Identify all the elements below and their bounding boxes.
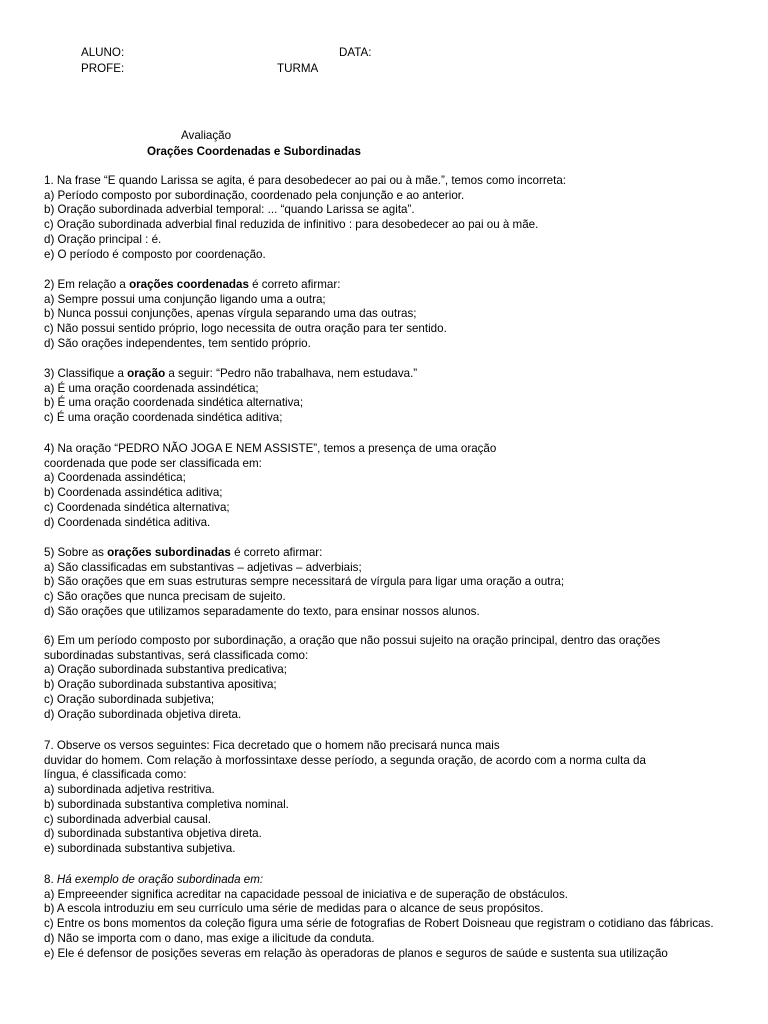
question-3-option-b: b) É uma oração coordenada sindética alternativa;: [44, 396, 304, 410]
question-6-option-d: d) Oração subordinada objetiva direta.: [44, 707, 242, 721]
question-5-option-b: b) São orações que em suas estruturas sempre necessitará de vírgula para ligar uma oração a outra;: [44, 575, 565, 589]
question-1-option-a: a) Período composto por subordinação, coordenado pela conjunção e ao anterior.: [44, 188, 465, 202]
question-2-stem: [44, 278, 734, 293]
question-8-stem: [44, 873, 734, 888]
question-7: [44, 739, 734, 857]
question-7-option-c: c) subordinada adverbial causal.: [44, 812, 211, 826]
question-4-option-d: d) Coordenada sindética aditiva.: [44, 515, 211, 529]
turma-label: TURMA: [277, 62, 319, 75]
question-3-stem-start: 3) Classifique a: [44, 367, 128, 380]
question-1-option-b: b) Oração subordinada adverbial temporal: ... “quando Larissa se agita”.: [44, 203, 415, 217]
question-4-stem-line-1: 4) Na oração “PEDRO NÃO JOGA E NEM ASSISTE”, temos a presença de uma oração: [44, 442, 497, 455]
question-7-stem-line-2: duvidar do homem. Com relação à morfossintaxe desse período, a segunda oração, de acordo com a norma culta da: [44, 753, 646, 767]
question-3-option-a: a) É uma oração coordenada assindética;: [44, 381, 259, 395]
question-6-option-b: b) Oração subordinada substantiva apositiva;: [44, 678, 277, 692]
question-3-stem-end: a seguir: “Pedro não trabalhava, nem estudava.”: [165, 367, 418, 380]
question-7-option-d: d) subordinada substantiva objetiva direta.: [44, 827, 262, 841]
question-2: [44, 278, 734, 352]
question-3: [44, 367, 734, 426]
question-8-stem-text: Há exemplo de oração subordinada em:: [56, 873, 264, 886]
question-3-stem: [44, 367, 734, 382]
question-6: [44, 634, 734, 722]
question-7-option-e: e) subordinada substantiva subjetiva.: [44, 841, 236, 855]
exam-title: Avaliação: [181, 129, 232, 142]
question-5-option-a: a) São classificadas em substantivas – adjetivas – adverbiais;: [44, 560, 362, 574]
question-6-stem-line-1: 6) Em um período composto por subordinação, a oração que não possui sujeito na oração principal, dentro das orações: [44, 634, 661, 647]
question-1-option-d: d) Oração principal : é.: [44, 232, 162, 246]
question-5: [44, 546, 734, 620]
question-8-option-b: b) A escola introduziu em seu currículo uma série de medidas para o alcance de seus propósitos.: [44, 902, 544, 916]
question-4: [44, 442, 734, 530]
question-2-option-c: c) Não possui sentido próprio, logo necessita de outra oração para ter sentido.: [44, 322, 447, 336]
question-4-option-b: b) Coordenada assindética aditiva;: [44, 486, 223, 500]
question-2-option-d: d) São orações independentes, tem sentido próprio.: [44, 336, 311, 350]
question-4-option-c: c) Coordenada sindética alternativa;: [44, 500, 230, 514]
question-5-stem-emphasis: orações subordinadas: [107, 546, 231, 559]
question-3-stem-emphasis: oração: [127, 367, 166, 380]
question-8-option-c: c) Entre os bons momentos da coleção figura uma série de fotografias de Robert Doisneau que registram o cotidiano das fábricas.: [44, 917, 714, 931]
aluno-label: ALUNO:: [81, 46, 125, 59]
question-8: [44, 873, 734, 961]
question-2-stem-emphasis: orações coordenadas: [129, 278, 249, 291]
question-3-option-c: c) É uma oração coordenada sindética aditiva;: [44, 411, 283, 425]
question-2-stem-start: 2) Em relação a: [44, 278, 130, 291]
question-2-option-b: b) Nunca possui conjunções, apenas vírgula separando uma das outras;: [44, 307, 417, 321]
question-5-option-d: d) São orações que utilizamos separadamente do texto, para ensinar nossos alunos.: [44, 604, 480, 618]
question-7-stem-line-3: língua, é classificada como:: [44, 768, 187, 782]
question-8-option-a: a) Empreeender significa acreditar na capacidade pessoal de iniciativa e de superação de obstáculos.: [44, 887, 568, 901]
question-2-stem-end: é correto afirmar:: [248, 278, 341, 291]
question-7-option-a: a) subordinada adjetiva restritiva.: [44, 783, 215, 797]
question-8-number: 8.: [44, 873, 57, 886]
question-1-stem: 1. Na frase “E quando Larissa se agita, é para desobedecer ao pai ou à mãe.”, temos como incorreta:: [44, 174, 567, 187]
question-5-stem-start: 5) Sobre as: [44, 546, 108, 559]
data-label: DATA:: [339, 46, 372, 59]
question-6-option-a: a) Oração subordinada substantiva predicativa;: [44, 663, 287, 677]
question-5-option-c: c) São orações que nunca precisam de sujeito.: [44, 590, 286, 604]
question-5-stem-end: é correto afirmar:: [230, 546, 323, 559]
question-4-stem-line-2: coordenada que pode ser classificada em:: [44, 456, 262, 470]
question-8-option-e: e) Ele é defensor de posições severas em relação às operadoras de planos e seguros de saúde e sustenta sua utilização: [44, 946, 668, 960]
exam-subtitle: Orações Coordenadas e Subordinadas: [147, 145, 361, 158]
question-1-option-e: e) O período é composto por coordenação.: [44, 247, 266, 261]
question-7-stem-line-1: 7. Observe os versos seguintes: Fica decretado que o homem não precisará nunca mais: [44, 739, 500, 752]
question-4-option-a: a) Coordenada assindética;: [44, 471, 186, 485]
question-1: [44, 174, 734, 262]
question-5-stem: [44, 546, 734, 561]
question-6-stem-line-2: subordinadas substantivas, será classificada como:: [44, 648, 309, 662]
question-8-option-d: d) Não se importa com o dano, mas exige a ilicitude da conduta.: [44, 931, 375, 945]
question-1-option-c: c) Oração subordinada adverbial final reduzida de infinitivo : para desobedecer ao pai ou à mãe.: [44, 218, 539, 232]
question-2-option-a: a) Sempre possui uma conjunção ligando uma a outra;: [44, 292, 326, 306]
question-7-option-b: b) subordinada substantiva completiva nominal.: [44, 797, 289, 811]
profe-label: PROFE:: [81, 62, 125, 75]
question-6-option-c: c) Oração subordinada subjetiva;: [44, 692, 215, 706]
